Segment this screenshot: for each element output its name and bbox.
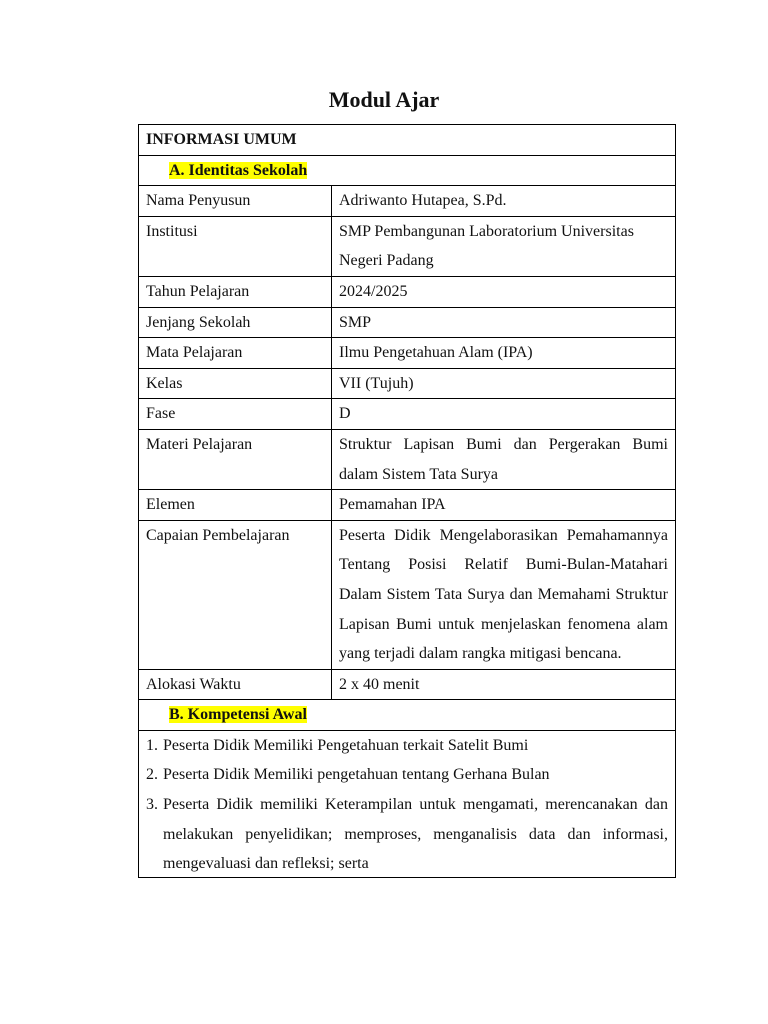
field-value: SMP Pembangunan Laboratorium Universitas Negeri Padang bbox=[332, 216, 676, 276]
list-item bbox=[146, 790, 668, 877]
field-label: Kelas bbox=[139, 368, 332, 399]
field-value: D bbox=[332, 399, 676, 430]
field-value: Peserta Didik Mengelaborasikan Pemahamannya Tentang Posisi Relatif Bumi-Bulan-Matahari Dalam Sistem Tata Surya dan Memahami Struktur Lapisan Bumi untuk menjelaskan fenomena alam yang terjadi dalam rangka mitigasi bencana. bbox=[332, 520, 676, 669]
field-value: 2 x 40 menit bbox=[332, 669, 676, 700]
section-b-cell bbox=[139, 700, 676, 731]
field-label: Tahun Pelajaran bbox=[139, 276, 332, 307]
table-row bbox=[139, 276, 676, 307]
list-text: Peserta Didik Memiliki Pengetahuan terkait Satelit Bumi bbox=[163, 736, 529, 754]
section-b-row bbox=[139, 700, 676, 731]
list-item bbox=[146, 760, 668, 790]
section-header-row bbox=[139, 125, 676, 156]
list-text: Peserta Didik Memiliki pengetahuan tentang Gerhana Bulan bbox=[163, 766, 550, 784]
list-number: 2. bbox=[146, 766, 158, 784]
table-row bbox=[139, 399, 676, 430]
section-b-heading: B. Kompetensi Awal bbox=[169, 706, 307, 724]
competency-list-row bbox=[139, 730, 676, 877]
field-label: Institusi bbox=[139, 216, 332, 276]
table-row bbox=[139, 216, 676, 276]
field-label: Mata Pelajaran bbox=[139, 338, 332, 369]
field-value: SMP bbox=[332, 307, 676, 338]
module-info-table bbox=[138, 124, 676, 878]
competency-list-cell bbox=[139, 730, 676, 877]
table-row bbox=[139, 368, 676, 399]
list-text: Peserta Didik memiliki Keterampilan untuk mengamati, merencanakan dan melakukan penyelidikan; memproses, menganalisis data dan informasi, mengevaluasi dan refleksi; serta bbox=[163, 796, 668, 873]
table-row bbox=[139, 307, 676, 338]
field-value: Ilmu Pengetahuan Alam (IPA) bbox=[332, 338, 676, 369]
table-row bbox=[139, 186, 676, 217]
field-label: Nama Penyusun bbox=[139, 186, 332, 217]
field-label: Capaian Pembelajaran bbox=[139, 520, 332, 669]
list-number: 3. bbox=[146, 796, 158, 814]
field-value: 2024/2025 bbox=[332, 276, 676, 307]
field-label: Fase bbox=[139, 399, 332, 430]
field-value: Struktur Lapisan Bumi dan Pergerakan Bumi dalam Sistem Tata Surya bbox=[332, 429, 676, 489]
field-label: Jenjang Sekolah bbox=[139, 307, 332, 338]
section-a-cell bbox=[139, 155, 676, 186]
field-value: Adriwanto Hutapea, S.Pd. bbox=[332, 186, 676, 217]
table-row bbox=[139, 338, 676, 369]
section-header: INFORMASI UMUM bbox=[139, 125, 676, 156]
field-value: Pemamahan IPA bbox=[332, 490, 676, 521]
table-row bbox=[139, 490, 676, 521]
field-value: VII (Tujuh) bbox=[332, 368, 676, 399]
table-row bbox=[139, 520, 676, 669]
section-a-row bbox=[139, 155, 676, 186]
page-title: Modul Ajar bbox=[328, 87, 440, 112]
field-label: Alokasi Waktu bbox=[139, 669, 332, 700]
list-item bbox=[146, 731, 668, 761]
competency-list bbox=[146, 731, 668, 877]
list-number: 1. bbox=[146, 736, 158, 754]
field-label: Elemen bbox=[139, 490, 332, 521]
section-a-heading: A. Identitas Sekolah bbox=[169, 161, 308, 179]
field-label: Materi Pelajaran bbox=[139, 429, 332, 489]
table-row bbox=[139, 429, 676, 489]
table-row bbox=[139, 669, 676, 700]
